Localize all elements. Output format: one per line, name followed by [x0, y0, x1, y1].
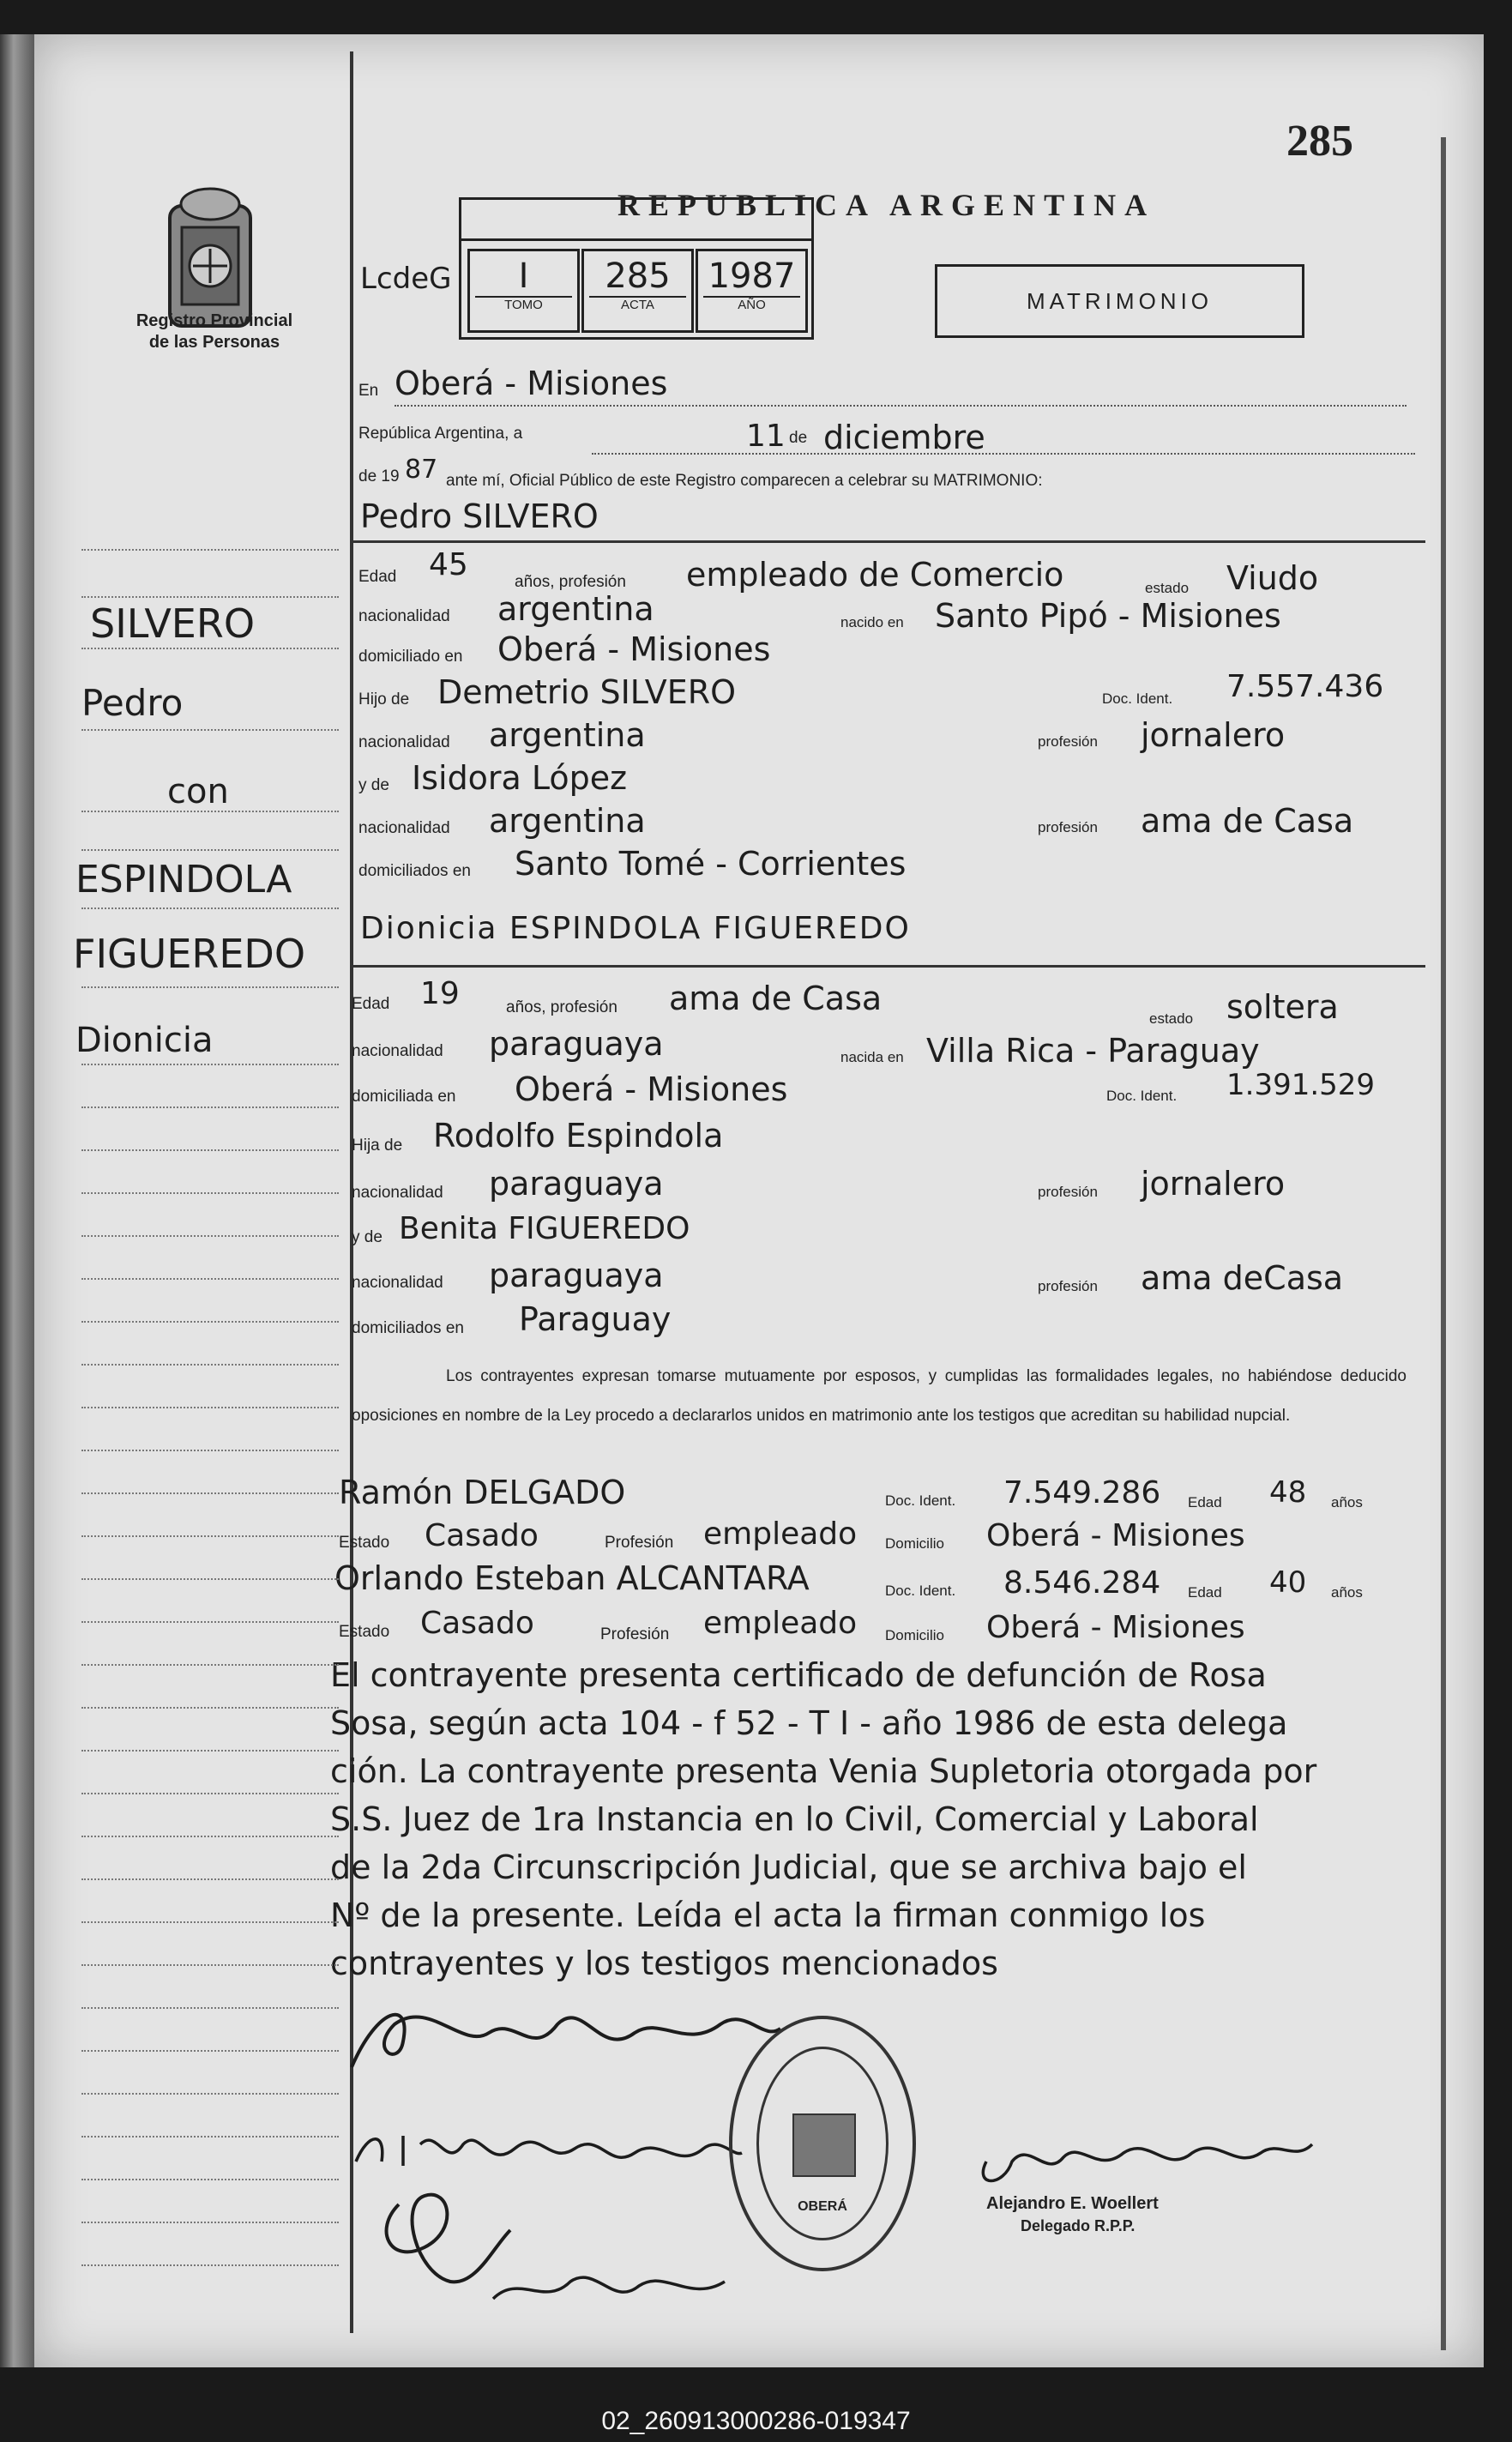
bride-daughter-of-label: Hija de — [352, 1137, 403, 1155]
bride-birthplace: Villa Rica - Paraguay — [926, 1032, 1260, 1070]
witness-2-age-label: Edad — [1188, 1584, 1222, 1601]
margin-line — [81, 2050, 339, 2052]
margin-line — [81, 596, 339, 598]
groom-age: 45 — [429, 547, 468, 582]
groom-dom-label: domiciliado en — [358, 648, 463, 666]
bride-nat-label: nacionalidad — [352, 1042, 443, 1060]
witness-1-status: Casado — [425, 1518, 539, 1553]
bride-father-nat-label: nacionalidad — [352, 1184, 443, 1202]
margin-line — [81, 1621, 339, 1623]
tomo-value: I — [518, 256, 529, 296]
bride-name-rule — [353, 965, 1425, 968]
witness-2-doc: 8.546.284 — [1003, 1565, 1161, 1601]
bride-age-label: Edad — [352, 995, 390, 1013]
ano-cell — [696, 249, 808, 333]
groom-status-label: estado — [1145, 580, 1190, 596]
margin-line — [81, 986, 339, 988]
acta-label: ACTA — [589, 296, 686, 312]
de-label: de — [789, 429, 808, 447]
groom-father-profession: jornalero — [1141, 716, 1286, 754]
witness-2-prof-label: Profesión — [600, 1625, 670, 1643]
note-line-6: Nº de la presente. Leída el acta la firman conmigo los — [330, 1896, 1206, 1934]
bride-father-prof-label: profesión — [1038, 1184, 1098, 1200]
act-place: Oberá - Misiones — [395, 365, 668, 402]
groom-name: Pedro SILVERO — [360, 497, 599, 535]
margin-line — [81, 2093, 339, 2095]
intro-statement: ante mí, Oficial Público de este Registro comparecen a celebrar su MATRIMONIO: — [446, 472, 1043, 490]
ano-label: AÑO — [703, 296, 800, 312]
republic-label: República Argentina, a — [358, 425, 523, 443]
bride-mother-nationality: paraguaya — [489, 1257, 664, 1294]
acta-cell — [581, 249, 694, 333]
registry-line-2: de las Personas — [148, 333, 280, 352]
bride-nationality: paraguaya — [489, 1025, 664, 1063]
witness-1-status-label: Estado — [339, 1534, 390, 1552]
book-spine-edge — [0, 34, 34, 2367]
groom-nat-label: nacionalidad — [358, 607, 450, 625]
note-line-3: ción. La contrayente presenta Venia Supletoria otorgada por — [330, 1752, 1317, 1790]
margin-line — [81, 907, 339, 909]
witness-2-status: Casado — [420, 1606, 534, 1641]
groom-father: Demetrio SILVERO — [437, 673, 737, 711]
margin-conjunction: con — [167, 772, 229, 811]
bride-domicile: Oberá - Misiones — [515, 1070, 788, 1108]
notes-block — [330, 1651, 1419, 1987]
margin-bride-surname-2: FIGUEREDO — [73, 931, 306, 977]
margin-line — [81, 1149, 339, 1151]
margin-line — [81, 549, 339, 551]
bride-father: Rodolfo Espindola — [433, 1117, 724, 1155]
margin-line — [81, 1492, 339, 1494]
witness-1-age-label: Edad — [1188, 1494, 1222, 1510]
groom-son-of-label: Hijo de — [358, 690, 410, 708]
margin-line — [81, 729, 339, 731]
note-line-5: de la 2da Circunscripción Judicial, que se archiva bajo el — [330, 1848, 1247, 1886]
witness-2-domicile: Oberá - Misiones — [986, 1610, 1245, 1645]
document-page — [34, 34, 1484, 2367]
code-prefix: LcdeG — [360, 262, 452, 296]
witness-2-profession: empleado — [703, 1606, 858, 1641]
groom-profession: empleado de Comercio — [686, 556, 1064, 594]
groom-age-label: Edad — [358, 568, 397, 586]
groom-mother-profession: ama de Casa — [1141, 802, 1354, 840]
official-name: Alejandro E. Woellert — [986, 2194, 1159, 2213]
margin-line — [81, 648, 339, 649]
bride-father-nationality: paraguaya — [489, 1165, 664, 1203]
margin-line — [81, 811, 339, 812]
margin-line — [81, 1664, 339, 1666]
margin-line — [81, 1064, 339, 1065]
bride-father-profession: jornalero — [1141, 1165, 1286, 1203]
groom-mother-nat-label: nacionalidad — [358, 819, 450, 837]
bride-dom-label: domiciliada en — [352, 1088, 456, 1106]
groom-father-prof-label: profesión — [1038, 733, 1098, 750]
witness-1-years-label: años — [1331, 1494, 1363, 1510]
witness-1-age: 48 — [1269, 1475, 1307, 1510]
groom-born-label: nacido en — [840, 614, 904, 630]
margin-line — [81, 2264, 339, 2266]
bride-born-label: nacida en — [840, 1049, 904, 1065]
margin-line — [81, 1364, 339, 1366]
registry-line-1: Registro Provincial — [136, 311, 293, 330]
seal-emblem-icon — [792, 2113, 856, 2177]
bride-profession: ama de Casa — [669, 980, 883, 1017]
witness-1-domicile: Oberá - Misiones — [986, 1518, 1245, 1553]
groom-mother: Isidora López — [412, 759, 628, 797]
groom-doc-label: Doc. Ident. — [1102, 690, 1173, 707]
witness-2-dom-label: Domicilio — [885, 1627, 944, 1643]
margin-line — [81, 1450, 339, 1451]
margin-line — [81, 1535, 339, 1537]
groom-mother-nationality: argentina — [489, 802, 646, 840]
page-number: 285 — [1286, 117, 1353, 166]
groom-profession-label: años, profesión — [515, 573, 626, 591]
groom-father-nat-label: nacionalidad — [358, 733, 450, 751]
bride-mother-prof-label: profesión — [1038, 1278, 1098, 1294]
bride-mother-profession: ama deCasa — [1141, 1259, 1344, 1297]
date-line — [592, 453, 1415, 455]
witness-2-name: Orlando Esteban ALCANTARA — [334, 1559, 810, 1597]
margin-line — [81, 2007, 339, 2009]
bride-mother-nat-label: nacionalidad — [352, 1274, 443, 1292]
bride-parents-domicile: Paraguay — [519, 1300, 672, 1338]
image-id-footer: 02_260913000286-019347 — [601, 2407, 911, 2435]
bride-and-of-label: y de — [352, 1228, 383, 1246]
groom-status: Viudo — [1226, 559, 1319, 597]
bride-status: soltera — [1226, 988, 1339, 1026]
bride-mother: Benita FIGUEREDO — [399, 1211, 690, 1246]
note-line-1: El contrayente presenta certificado de defunción de Rosa — [330, 1656, 1267, 1694]
official-title: Delegado R.P.P. — [1021, 2217, 1136, 2234]
witness-1-doc-label: Doc. Ident. — [885, 1492, 956, 1509]
margin-line — [81, 1793, 339, 1794]
page-edge — [1441, 137, 1446, 2350]
margin-line — [81, 1578, 339, 1580]
act-year: 87 — [405, 455, 438, 485]
margin-groom-surname: SILVERO — [90, 600, 256, 647]
groom-father-nationality: argentina — [489, 716, 646, 754]
margin-line — [81, 2179, 339, 2180]
groom-signature — [343, 1990, 789, 2089]
groom-birthplace: Santo Pipó - Misiones — [935, 597, 1281, 635]
margin-line — [81, 1407, 339, 1408]
groom-and-of-label: y de — [358, 776, 389, 794]
witness-1-profession: empleado — [703, 1516, 858, 1552]
groom-parents-dom-label: domiciliados en — [358, 862, 471, 880]
margin-line — [81, 2222, 339, 2223]
tomo-label: TOMO — [475, 296, 572, 312]
margin-line — [81, 1921, 339, 1923]
year-prefix: de 19 — [358, 467, 400, 485]
margin-line — [81, 849, 339, 851]
margin-line — [81, 1878, 339, 1880]
en-label: En — [358, 382, 379, 400]
groom-mother-prof-label: profesión — [1038, 819, 1098, 835]
margin-line — [81, 1836, 339, 1837]
margin-line — [81, 1106, 339, 1108]
act-day: 11 — [746, 419, 786, 454]
margin-line — [81, 1235, 339, 1237]
place-line — [395, 405, 1407, 407]
bride-age: 19 — [420, 976, 460, 1011]
margin-bride-given: Dionicia — [75, 1021, 214, 1060]
witness-2-status-label: Estado — [339, 1623, 390, 1641]
seal-place: OBERÁ — [798, 2199, 847, 2214]
bride-parents-dom-label: domiciliados en — [352, 1319, 464, 1337]
margin-groom-given: Pedro — [81, 682, 184, 724]
bride-status-label: estado — [1149, 1010, 1194, 1027]
witness-1-dom-label: Domicilio — [885, 1535, 944, 1552]
witness-1-prof-label: Profesión — [605, 1534, 674, 1552]
registry-name — [111, 311, 317, 353]
groom-name-rule — [353, 540, 1425, 543]
tomo-cell — [467, 249, 580, 333]
bride-profession-label: años, profesión — [506, 998, 617, 1016]
declaration-text: Los contrayentes expresan tomarse mutuamente por esposos, y cumplidas las formalidades legales, no habiéndose deducido oposiciones en nombre de la Ley procedo a declararlos unidos en matrimonio ante los testigos que acreditan su habilidad nupcial. — [352, 1367, 1407, 1425]
margin-line — [81, 2136, 339, 2138]
bride-doc-label: Doc. Ident. — [1106, 1088, 1178, 1104]
ano-value: 1987 — [708, 256, 796, 296]
groom-doc: 7.557.436 — [1226, 669, 1384, 704]
box-divider — [459, 238, 814, 241]
groom-domicile: Oberá - Misiones — [497, 630, 771, 668]
margin-line — [81, 1192, 339, 1194]
margin-line — [81, 1964, 339, 1966]
act-month: diciembre — [823, 419, 985, 456]
groom-parents-domicile: Santo Tomé - Corrientes — [515, 845, 907, 883]
witness-signatures — [364, 2170, 776, 2320]
bride-doc: 1.391.529 — [1226, 1068, 1376, 1102]
witness-2-years-label: años — [1331, 1584, 1363, 1601]
witness-2-doc-label: Doc. Ident. — [885, 1583, 956, 1599]
margin-line — [81, 1278, 339, 1280]
margin-line — [81, 1707, 339, 1709]
margin-line — [81, 1321, 339, 1323]
margin-bride-surname: ESPINDOLA — [75, 858, 292, 901]
witness-2-age: 40 — [1269, 1565, 1307, 1600]
act-type-box: MATRIMONIO — [935, 264, 1304, 338]
note-line-2: Sosa, según acta 104 - f 52 - T I - año 1986 de esta delega — [330, 1704, 1288, 1742]
margin-line — [81, 1750, 339, 1752]
official-seal-icon — [729, 2016, 916, 2271]
groom-nationality: argentina — [497, 590, 654, 628]
country-title: REPUBLICA ARGENTINA — [617, 188, 1156, 222]
witness-1-doc: 7.549.286 — [1003, 1475, 1161, 1510]
acta-value: 285 — [605, 256, 671, 296]
witness-1-name: Ramón DELGADO — [339, 1474, 626, 1511]
note-line-4: S.S. Juez de 1ra Instancia en lo Civil, Comercial y Laboral — [330, 1800, 1259, 1838]
note-line-7: contrayentes y los testigos mencionados — [330, 1945, 998, 1982]
bride-name: Dionicia ESPINDOLA FIGUEREDO — [360, 911, 911, 946]
